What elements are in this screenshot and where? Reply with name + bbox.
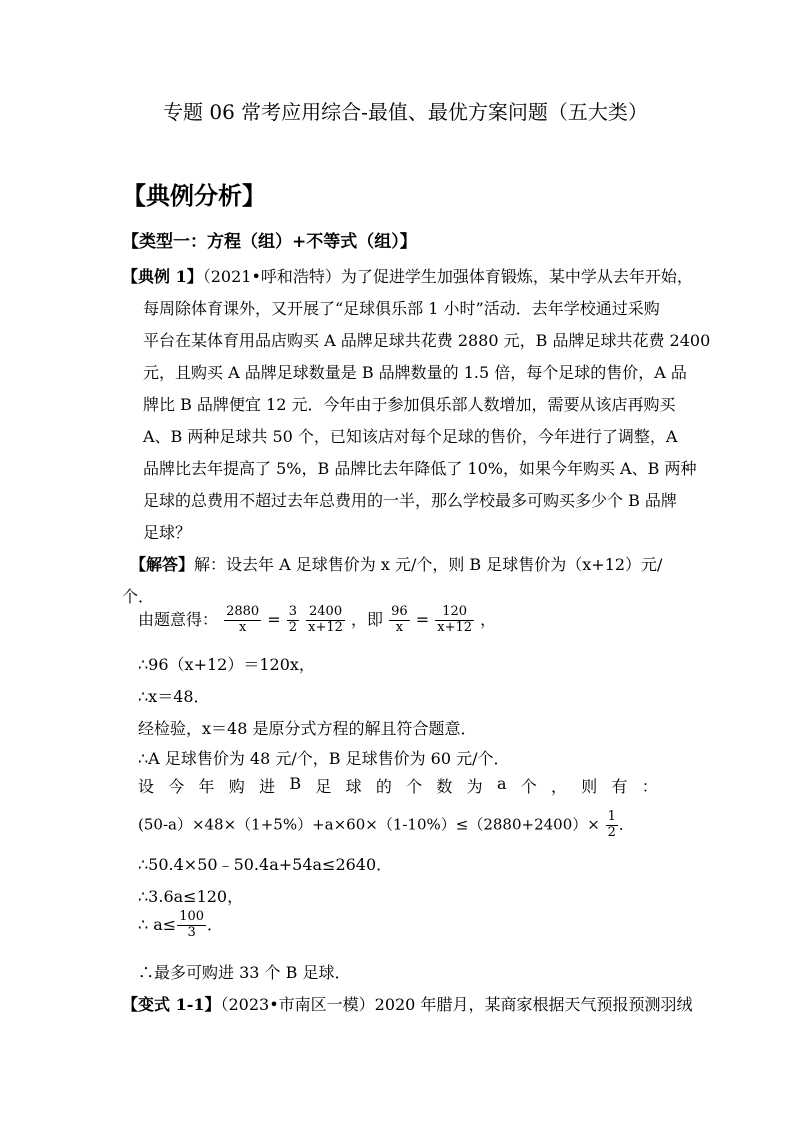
text-token: 则	[581, 777, 598, 796]
type-heading: 【类型一：方程（组）+不等式（组）】	[122, 232, 417, 252]
text-token: a	[496, 774, 507, 793]
answer-line-7: ∴A 足球售价为 48 元/个，B 足球售价为 60 元/个．	[138, 749, 510, 768]
answer-line-12: ∴ a≤ $\frac{100}{3}$ ．	[138, 909, 224, 940]
example-line-6: A、B 两种足球共 50 个，已知该店对每个足球的售价，今年进行了调整，A	[143, 427, 678, 446]
text-token: 数	[436, 777, 453, 796]
text-token: 个	[520, 777, 537, 796]
fraction: $\frac{96}{x}$	[391, 604, 408, 635]
example-line-7: 品牌比去年提高了 5%，B 品牌比去年降低了 10%，如果今年购买 A、B 两种	[143, 459, 697, 478]
text-token: 设	[138, 777, 155, 796]
example-label: 【典例 1】	[122, 267, 203, 286]
fraction: $\frac{3}{2}$	[288, 604, 298, 635]
text-token: 的	[375, 777, 392, 796]
answer-line-10: ∴50.4×50﹣50.4a+54a≤2640．	[138, 855, 393, 874]
example-line-3: 平台在某体育用品店购买 A 品牌足球共花费 2880 元，B 品牌足球共花费 2400	[143, 331, 711, 350]
equation-line: 由题意得： $\frac{2880}{x}$ = $\frac{3}{2}$ $\frac{2400}{x+12}$ ，即 $\frac{96}{x}$ = $\frac{120}{x+12}$ ，	[138, 604, 497, 635]
text-token: ，	[551, 777, 568, 796]
text-token: 球	[345, 777, 362, 796]
text-token: ：	[641, 777, 658, 796]
inequality-line: (50-a）×48×（1+5%）+a×60×（1-10%）≤（2880+2400）× $\frac{1}{2}$ ．	[138, 809, 634, 840]
answer-line-4: ∴96（x+12）＝120x，	[138, 655, 315, 674]
answer-line-11: ∴3.6a≤120，	[138, 887, 244, 906]
text-token: 进	[259, 777, 276, 796]
text-token: 有	[611, 777, 628, 796]
section-heading: 【典例分析】	[122, 181, 266, 210]
variant-line: 【变式 1-1】（2023•市南区一模）2020 年腊月，某商家根据天气预报预测羽绒	[122, 995, 693, 1014]
answer-line-2: 个．	[122, 587, 155, 606]
text-token: 今	[168, 777, 185, 796]
example-line-4: 元，且购买 A 品牌足球数量是 B 品牌数量的 1.5 倍，每个足球的售价，A 品	[143, 363, 687, 382]
text-token: 个	[406, 777, 423, 796]
example-line-9: 足球？	[143, 523, 192, 542]
fraction: $\frac{2880}{x}$	[226, 604, 260, 635]
variant-label: 【变式 1-1】	[122, 995, 221, 1014]
example-line-2: 每周除体育课外，又开展了“足球俱乐部 1 小时”活动．去年学校通过采购	[143, 299, 660, 318]
answer-line-6: 经检验，x＝48 是原分式方程的解且符合题意．	[138, 719, 477, 738]
fraction: $\frac{120}{x+12}$	[437, 604, 473, 635]
text-token: 为	[466, 777, 483, 796]
example-line-8: 足球的总费用不超过去年总费用的一半，那么学校最多可购买多少个 B 品牌	[143, 491, 677, 510]
answer-line-5: ∴x＝48．	[138, 687, 210, 706]
fraction: $\frac{2400}{x+12}$	[308, 604, 343, 635]
answer-line-13: ∴最多可购进 33 个 B 足球．	[138, 963, 351, 982]
text-token: B	[289, 774, 302, 793]
page-title: 专题 06 常考应用综合-最值、最优方案问题（五大类）	[163, 100, 648, 124]
example-line-1: 【典例 1】（2021•呼和浩特）为了促进学生加强体育锻炼，某中学从去年开始，	[122, 267, 693, 286]
answer-line-8	[138, 774, 658, 797]
text-token: 足	[315, 777, 332, 796]
example-line-5: 牌比 B 品牌便宜 12 元．今年由于参加俱乐部人数增加，需要从该店再购买	[143, 395, 676, 414]
fraction: $\frac{100}{3}$	[179, 909, 205, 940]
answer-line-1: 【解答】解：设去年 A 足球售价为 x 元/个，则 B 足球售价为（x+12）元/	[130, 555, 663, 574]
answer-label: 【解答】	[130, 555, 195, 574]
text-token: 购	[228, 777, 245, 796]
fraction: $\frac{1}{2}$	[607, 809, 616, 840]
text-token: 年	[198, 777, 215, 796]
